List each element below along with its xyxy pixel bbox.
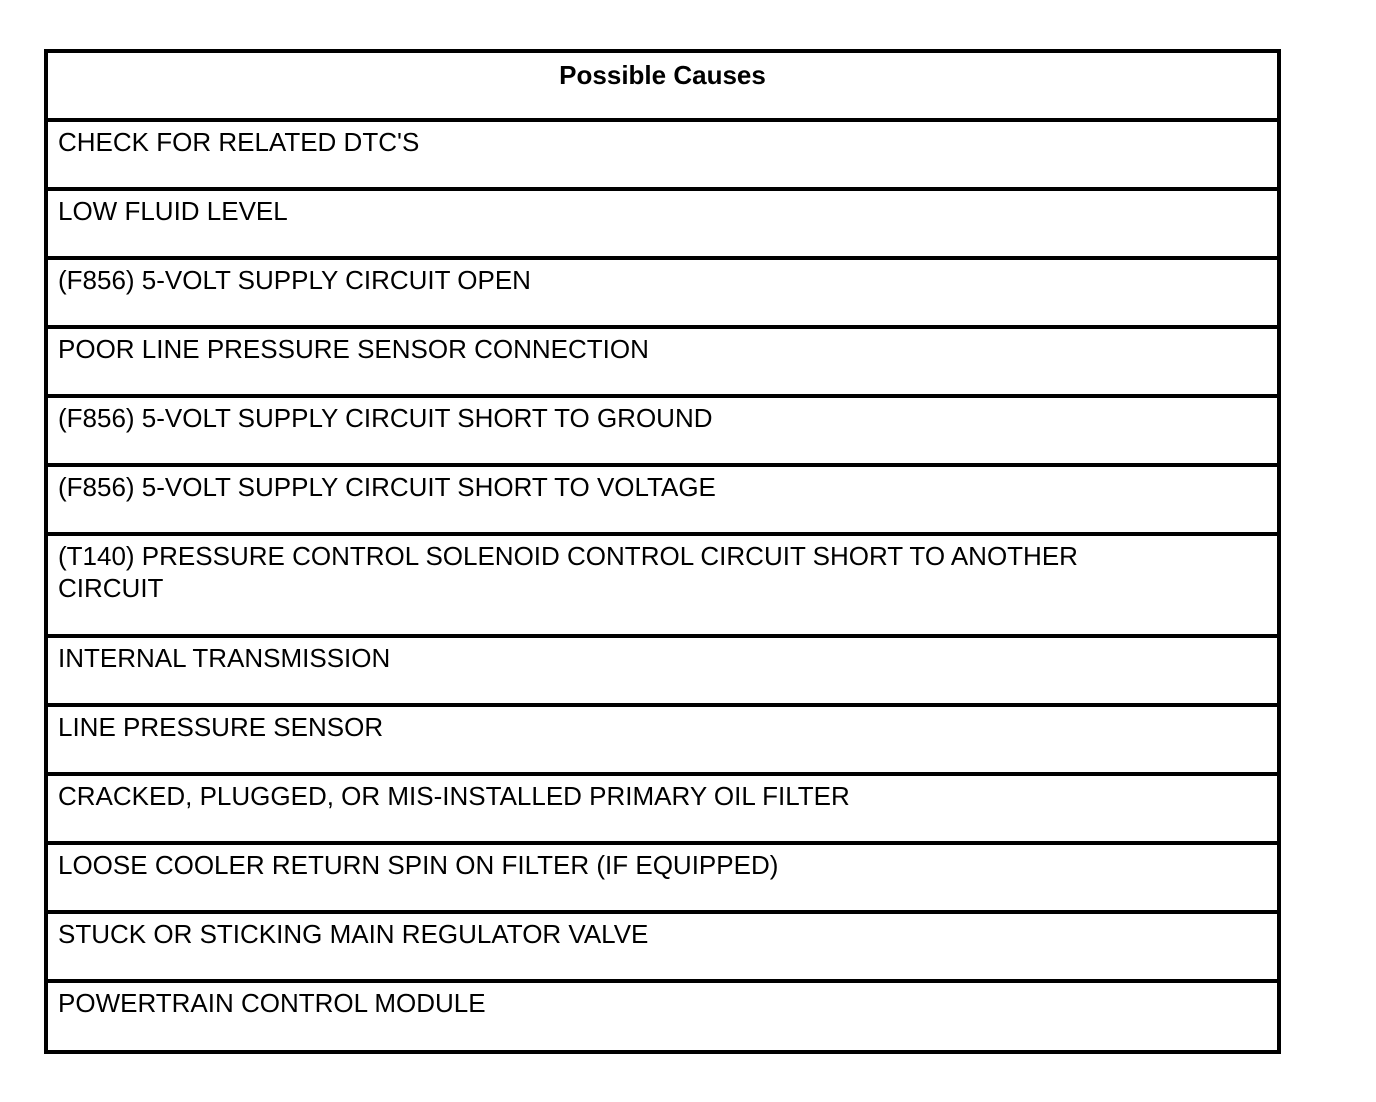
table-row (48, 638, 1277, 707)
cause-text: CRACKED, PLUGGED, OR MIS-INSTALLED PRIMARY OIL FILTER (58, 781, 850, 811)
cause-text: (F856) 5-VOLT SUPPLY CIRCUIT SHORT TO VOLTAGE (58, 472, 716, 502)
cause-text: LINE PRESSURE SENSOR (58, 712, 384, 742)
table-row (48, 122, 1277, 191)
table-row (48, 329, 1277, 398)
table-row (48, 983, 1277, 1050)
cause-text: POWERTRAIN CONTROL MODULE (58, 988, 486, 1018)
table-row (48, 398, 1277, 467)
table-row (48, 914, 1277, 983)
cause-text: LOOSE COOLER RETURN SPIN ON FILTER (IF EQUIPPED) (58, 850, 779, 880)
cause-text: INTERNAL TRANSMISSION (58, 643, 391, 673)
cause-text: (F856) 5-VOLT SUPPLY CIRCUIT SHORT TO GROUND (58, 403, 713, 433)
possible-causes-table (44, 49, 1281, 1054)
cause-text: (T140) PRESSURE CONTROL SOLENOID CONTROL CIRCUIT SHORT TO ANOTHER CIRCUIT (58, 541, 1078, 603)
table-row (48, 260, 1277, 329)
table-row (48, 845, 1277, 914)
table-row (48, 707, 1277, 776)
table-row (48, 776, 1277, 845)
table-row (48, 536, 1277, 638)
cause-text: (F856) 5-VOLT SUPPLY CIRCUIT OPEN (58, 265, 531, 295)
cause-text: STUCK OR STICKING MAIN REGULATOR VALVE (58, 919, 649, 949)
cause-text: LOW FLUID LEVEL (58, 196, 288, 226)
table-header: Possible Causes (48, 53, 1277, 122)
table-row (48, 191, 1277, 260)
cause-text: CHECK FOR RELATED DTC'S (58, 127, 420, 157)
table-row (48, 467, 1277, 536)
cause-text: POOR LINE PRESSURE SENSOR CONNECTION (58, 334, 649, 364)
